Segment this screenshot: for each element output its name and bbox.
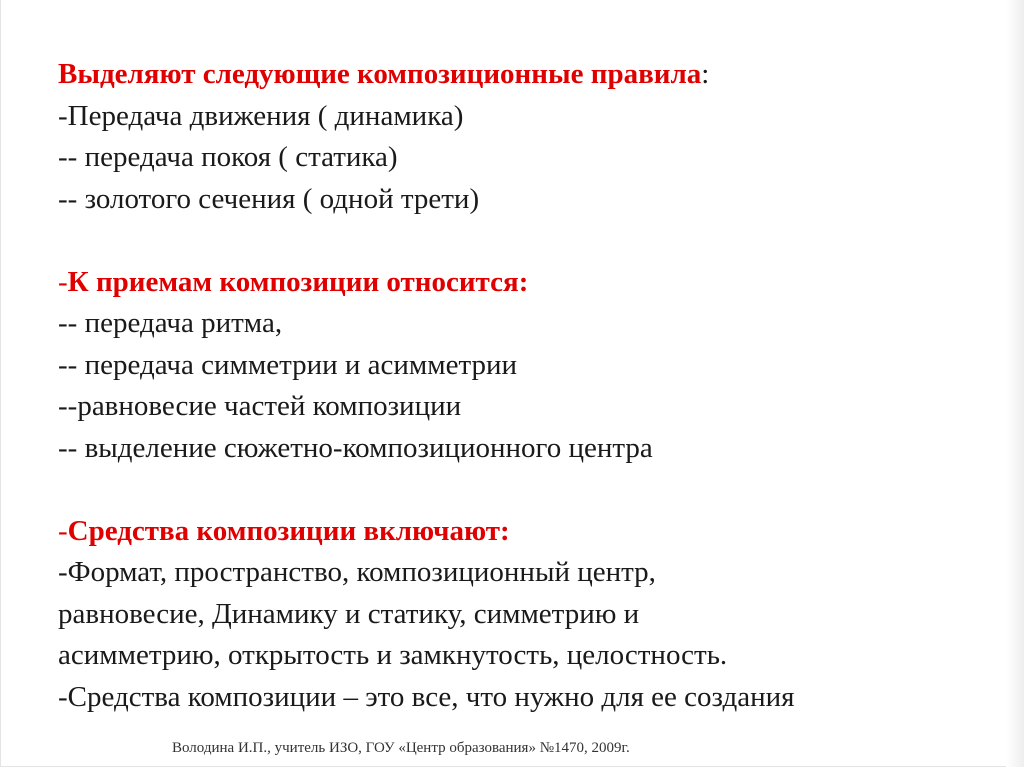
author-footer: Володина И.П., учитель ИЗО, ГОУ «Центр образования» №1470, 2009г. — [172, 740, 630, 756]
means-heading: Средства композиции включают: — [67, 514, 510, 547]
rule-item: -- золотого сечения ( одной трети) — [58, 182, 480, 215]
means-item: -Формат, пространство, композиционный центр, — [58, 556, 656, 588]
techniques-heading: К приемам композиции относится: — [67, 265, 529, 298]
slide-content — [58, 54, 998, 718]
means-item: асимметрию, открытость и замкнутость, целостность. — [58, 639, 728, 671]
rules-heading: Выделяют следующие композиционные правила — [58, 58, 702, 90]
technique-item: -- передача симметрии и асимметрии — [58, 348, 518, 381]
rule-item: -- передача покоя ( статика) — [58, 141, 398, 173]
technique-item: --равновесие частей композиции — [58, 390, 462, 422]
rules-heading-colon: : — [701, 58, 710, 90]
techniques-heading-dash: - — [58, 265, 68, 298]
rules-heading-line — [58, 54, 998, 96]
means-item: -Средства композиции – это все, что нужно для ее создания — [58, 680, 795, 713]
slide-shadow — [1006, 0, 1024, 767]
technique-item: -- выделение сюжетно-композиционного центра — [58, 431, 653, 464]
rule-item: -Передача движения ( динамика) — [58, 99, 464, 132]
techniques-heading-line — [58, 262, 998, 304]
spacer — [58, 220, 998, 262]
technique-item: -- передача ритма, — [58, 307, 283, 339]
means-heading-dash: - — [58, 514, 68, 547]
means-item: равновесие, Динамику и статику, симметрию и — [58, 597, 640, 630]
means-heading-line — [58, 511, 998, 553]
spacer — [58, 469, 998, 511]
